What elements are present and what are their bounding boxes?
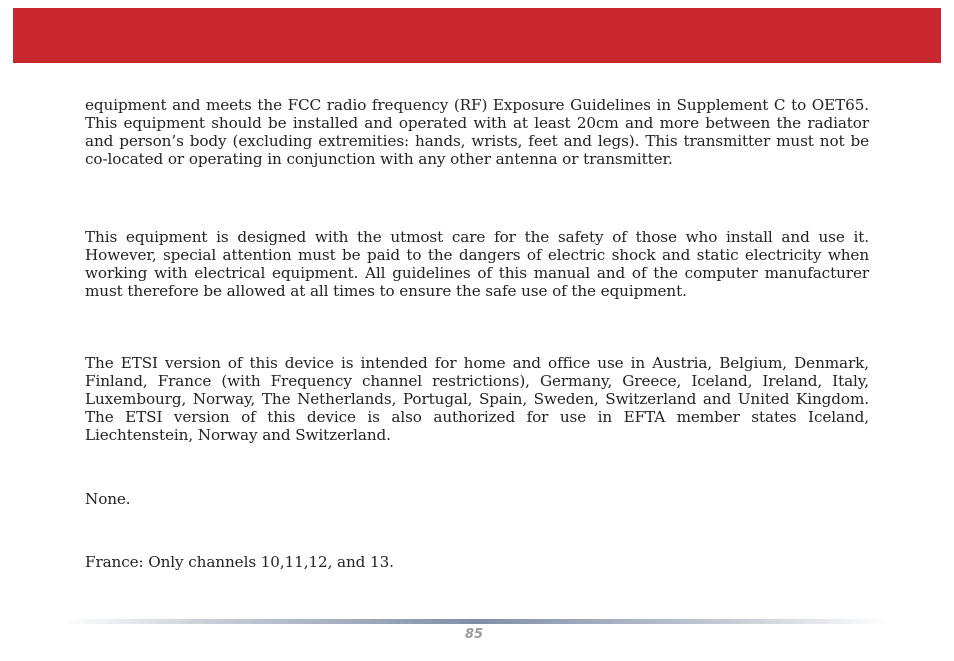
page-number: 85 <box>464 627 484 642</box>
paragraph-none: None. <box>85 490 131 508</box>
footer-divider <box>60 619 890 624</box>
paragraph-rf-exposure: equipment and meets the FCC radio frequency (RF) Exposure Guidelines in Supplement C to OET65. This equipment should be installed and operated with at least 20cm and more between the radiator and person’s body (excluding extremities: hands, wrists, feet and legs). This transmitter must not be co-located or operating in conjunction with any other antenna or transmitter. <box>85 96 869 168</box>
paragraph-safety: This equipment is designed with the utmost care for the safety of those who install and use it. However, special attention must be paid to the dangers of electric shock and static electricity when working with electrical equipment. All guidelines of this manual and of the computer manufacturer must therefore be allowed at all times to ensure the safe use of the equipment. <box>85 228 869 300</box>
paragraph-etsi-countries: The ETSI version of this device is intended for home and office use in Austria, Belgium, Denmark, Finland, France (with Frequency channel restrictions), Germany, Greece, Iceland, Ireland, Italy, Luxembourg, Norway, The Netherlands, Portugal, Spain, Sweden, Switzerland and United Kingdom. The ETSI version of this device is also authorized for use in EFTA member states Iceland, Liechtenstein, Norway and Switzerland. <box>85 354 869 444</box>
header-bar <box>13 8 941 63</box>
paragraph-france-channels: France: Only channels 10,11,12, and 13. <box>85 553 394 571</box>
